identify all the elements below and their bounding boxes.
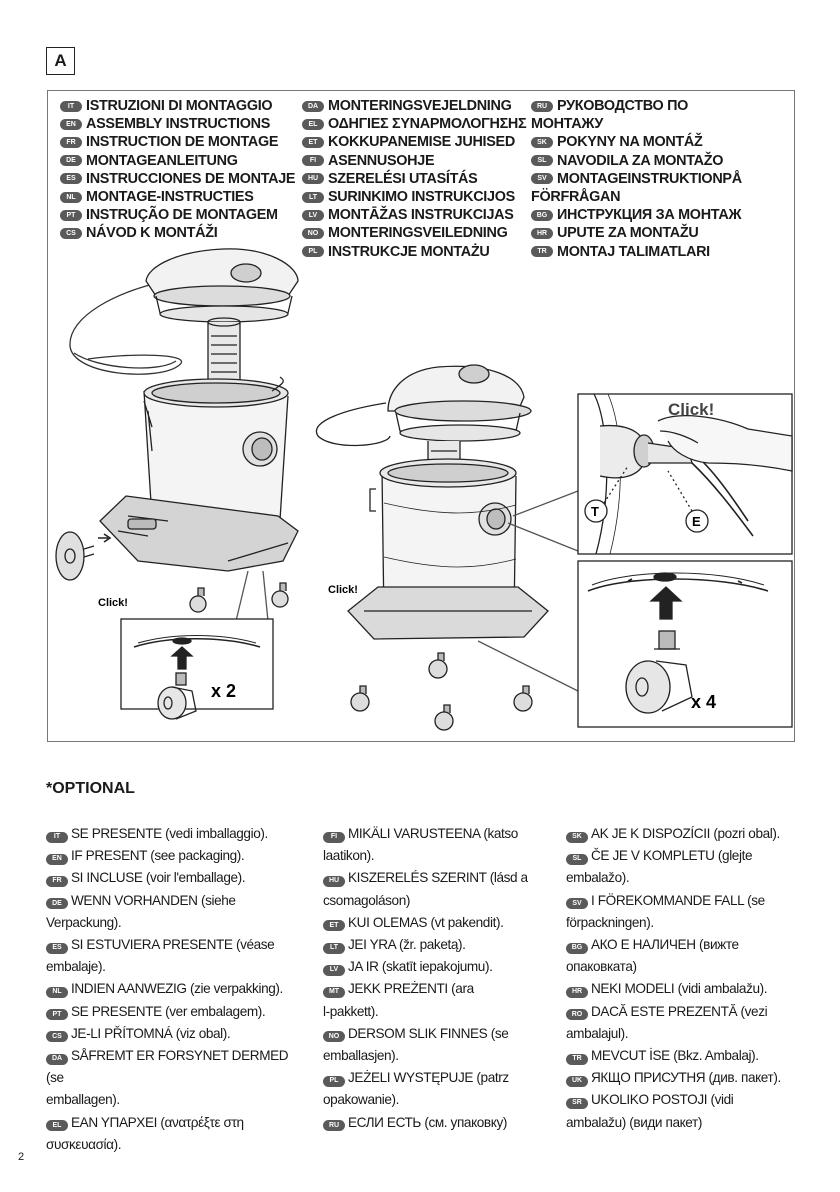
language-code-badge: DE [46, 898, 68, 909]
language-code-badge: HU [302, 173, 324, 184]
title-row: TR MONTAJ TALIMATLARI [531, 243, 742, 261]
note-line: TR MEVCUT İSE (Bkz. Ambalaj). [566, 1045, 806, 1067]
language-code-badge: SV [566, 898, 588, 909]
title-row: FI ASENNUSOHJE [302, 152, 526, 170]
notes-column-2 [323, 823, 543, 1134]
note-line: csomagoláson) [323, 892, 410, 908]
language-code-badge: FI [323, 832, 345, 843]
language-code-badge: IT [60, 101, 82, 112]
note-line: RU ЕСЛИ ЕСТЬ (см. упаковку) [323, 1112, 543, 1134]
language-code-badge: FR [60, 137, 82, 148]
note-line: emballagen). [46, 1092, 120, 1108]
title-row: ET KOKKUPANEMISE JUHISED [302, 133, 526, 151]
note-line: EL ΕΑΝ ΥΠΑΡΧΕΙ (ανατρέξτε στη [46, 1112, 306, 1134]
language-code-badge: BG [566, 943, 588, 954]
language-code-badge: UK [566, 1076, 588, 1087]
note-line: l-pakkett). [323, 1003, 379, 1019]
note-line: CS JE-LI PŘÍTOMNÁ (viz obal). [46, 1023, 306, 1045]
title-row: PT INSTRUÇÃO DE MONTAGEM [60, 206, 295, 224]
language-code-badge: EN [46, 854, 68, 865]
note-line: RO DACĂ ESTE PREZENTĂ (vezi [566, 1001, 806, 1023]
note-line: UK ЯКЩО ПРИСУТНЯ (див. пакет). [566, 1067, 806, 1089]
click-label-zoom: Click! [668, 400, 715, 419]
note-line: embalaje). [46, 959, 106, 975]
title-row: LV MONTĀŽAS INSTRUKCIJAS [302, 206, 526, 224]
assembly-panel [47, 90, 795, 742]
note-line: FR SI INCLUSE (voir l'emballage). [46, 867, 306, 889]
note-line: SR UKOLIKO POSTOJI (vidi [566, 1089, 806, 1111]
note-line: ambalažu) (види пакет) [566, 1114, 702, 1130]
note-line: HU KISZERELÉS SZERINT (lásd a [323, 867, 543, 889]
title-row: NL MONTAGE-INSTRUCTIES [60, 188, 295, 206]
titles-column-3 [531, 97, 742, 261]
language-code-badge: HU [323, 876, 345, 887]
note-line: DE WENN VORHANDEN (siehe [46, 890, 306, 912]
language-code-badge: NO [302, 228, 324, 239]
language-code-badge: CS [60, 228, 82, 239]
titles-column-2 [302, 97, 526, 261]
note-line: SV I FÖREKOMMANDE FALL (se [566, 890, 806, 912]
language-code-badge: DA [302, 101, 324, 112]
language-code-badge: LT [302, 192, 324, 203]
note-line: NO DERSOM SLIK FINNES (se [323, 1023, 543, 1045]
note-line: SK AK JE K DISPOZÍCII (pozri obal). [566, 823, 806, 845]
note-line: συσκευασία). [46, 1136, 122, 1152]
notes-column-3 [566, 823, 806, 1134]
title-row: BG ИНСТРУКЦИЯ ЗА МОНТАЖ [531, 206, 742, 224]
title-row: SL NAVODILA ZA MONTAŽO [531, 152, 742, 170]
language-code-badge: LT [323, 943, 345, 954]
title-row: NO MONTERINGSVEILEDNING [302, 224, 526, 242]
title-row: CS NÁVOD K MONTÁŽI [60, 224, 295, 242]
title-row: HR UPUTE ZA MONTAŽU [531, 224, 742, 242]
section-label: A [46, 47, 75, 75]
language-code-badge: RO [566, 1009, 588, 1020]
note-line: emballasjen). [323, 1048, 399, 1064]
title-row: МОНТАЖУ [531, 116, 604, 133]
language-code-badge: SR [566, 1098, 588, 1109]
language-code-badge: RU [531, 101, 553, 112]
quantity-four-label: x 4 [691, 692, 717, 712]
title-row: FR INSTRUCTION DE MONTAGE [60, 133, 295, 151]
titles-column-1 [60, 97, 295, 243]
language-code-badge: LV [323, 965, 345, 976]
language-code-badge: ET [302, 137, 324, 148]
language-code-badge: ES [46, 943, 68, 954]
optional-heading: *OPTIONAL [46, 780, 135, 797]
language-code-badge: IT [46, 832, 68, 843]
language-code-badge: SL [566, 854, 588, 865]
language-code-badge: DE [60, 155, 82, 166]
quantity-two-label: x 2 [211, 681, 237, 701]
note-line: EN IF PRESENT (see packaging). [46, 845, 306, 867]
language-code-badge: RU [323, 1120, 345, 1131]
language-code-badge: BG [531, 210, 553, 221]
language-code-badge: CS [46, 1031, 68, 1042]
note-line: ET KUI OLEMAS (vt pakendit). [323, 912, 543, 934]
title-row: EL ΟΔΗΓΙΕΣ ΣΥΝΑΡΜΟΛΟΓΗΣΗΣ [302, 115, 526, 133]
language-code-badge: NL [46, 987, 68, 998]
page-number: 2 [18, 1151, 25, 1163]
language-code-badge: ES [60, 173, 82, 184]
language-code-badge: MT [323, 987, 345, 998]
language-code-badge: SV [531, 173, 553, 184]
title-row: PL INSTRUKCJE MONTAŻU [302, 243, 526, 261]
note-line: embalažo). [566, 870, 630, 886]
note-line: HR NEKI MODELI (vidi ambalažu). [566, 978, 806, 1000]
language-code-badge: FR [46, 876, 68, 887]
marker-t: T [591, 504, 599, 519]
click-label-left: Click! [98, 597, 128, 609]
language-code-badge: PL [302, 246, 324, 257]
language-code-badge: SK [566, 832, 588, 843]
title-row: SV MONTAGEINSTRUKTIONPÅ [531, 170, 742, 188]
note-line: Verpackung). [46, 914, 122, 930]
note-line: NL INDIEN AANWEZIG (zie verpakking). [46, 978, 306, 1000]
language-code-badge: NL [60, 192, 82, 203]
language-code-badge: LV [302, 210, 324, 221]
language-code-badge: DA [46, 1054, 68, 1065]
title-row: LT SURINKIMO INSTRUKCIJOS [302, 188, 526, 206]
language-code-badge: PL [323, 1076, 345, 1087]
note-line: LT JEI YRA (žr. paketą). [323, 934, 543, 956]
note-line: FI MIKÄLI VARUSTEENA (katso [323, 823, 543, 845]
language-code-badge: PT [46, 1009, 68, 1020]
note-line: ambalajul). [566, 1025, 629, 1041]
language-code-badge: EL [46, 1120, 68, 1131]
language-code-badge: TR [566, 1054, 588, 1065]
note-line: MT JEKK PREŻENTI (ara [323, 978, 543, 1000]
note-line: ES SI ESTUVIERA PRESENTE (véase [46, 934, 306, 956]
note-line: opakowanie). [323, 1092, 400, 1108]
note-line: PL JEŻELI WYSTĘPUJE (patrz [323, 1067, 543, 1089]
language-code-badge: SL [531, 155, 553, 166]
language-code-badge: FI [302, 155, 324, 166]
title-row: SK POKYNY NA MONTÁŽ [531, 133, 742, 151]
note-line: DA SÅFREMT ER FORSYNET DERMED (se [46, 1048, 289, 1086]
notes-column-1 [46, 823, 306, 1156]
title-row: EN ASSEMBLY INSTRUCTIONS [60, 115, 295, 133]
note-line: förpackningen). [566, 914, 654, 930]
title-row: HU SZERELÉSI UTASÍTÁS [302, 170, 526, 188]
title-row: IT ISTRUZIONI DI MONTAGGIO [60, 97, 295, 115]
note-line: IT SE PRESENTE (vedi imballaggio). [46, 823, 306, 845]
note-line: SL ČE JE V KOMPLETU (glejte [566, 845, 806, 867]
language-code-badge: SK [531, 137, 553, 148]
language-code-badge: HR [531, 228, 553, 239]
title-row: ES INSTRUCCIONES DE MONTAJE [60, 170, 295, 188]
language-code-badge: NO [323, 1031, 345, 1042]
note-line: опаковката) [566, 959, 637, 975]
title-row: DE MONTAGEANLEITUNG [60, 152, 295, 170]
note-line: LV JA IR (skatīt iepakojumu). [323, 956, 543, 978]
title-row: RU РУКОВОДСТВО ПО [531, 97, 742, 115]
language-code-badge: EN [60, 119, 82, 130]
click-label-middle: Click! [328, 584, 358, 596]
language-code-badge: TR [531, 246, 553, 257]
language-code-badge: PT [60, 210, 82, 221]
note-line: PT SE PRESENTE (ver embalagem). [46, 1001, 306, 1023]
language-code-badge: HR [566, 987, 588, 998]
marker-e: E [692, 514, 701, 529]
title-row: FÖRFRÅGAN [531, 189, 621, 206]
title-row: DA MONTERINGSVEJELDNING [302, 97, 526, 115]
language-code-badge: EL [302, 119, 324, 130]
note-line: laatikon). [323, 848, 375, 864]
language-code-badge: ET [323, 920, 345, 931]
note-line: BG АКО Е НАЛИЧЕН (вижте [566, 934, 806, 956]
